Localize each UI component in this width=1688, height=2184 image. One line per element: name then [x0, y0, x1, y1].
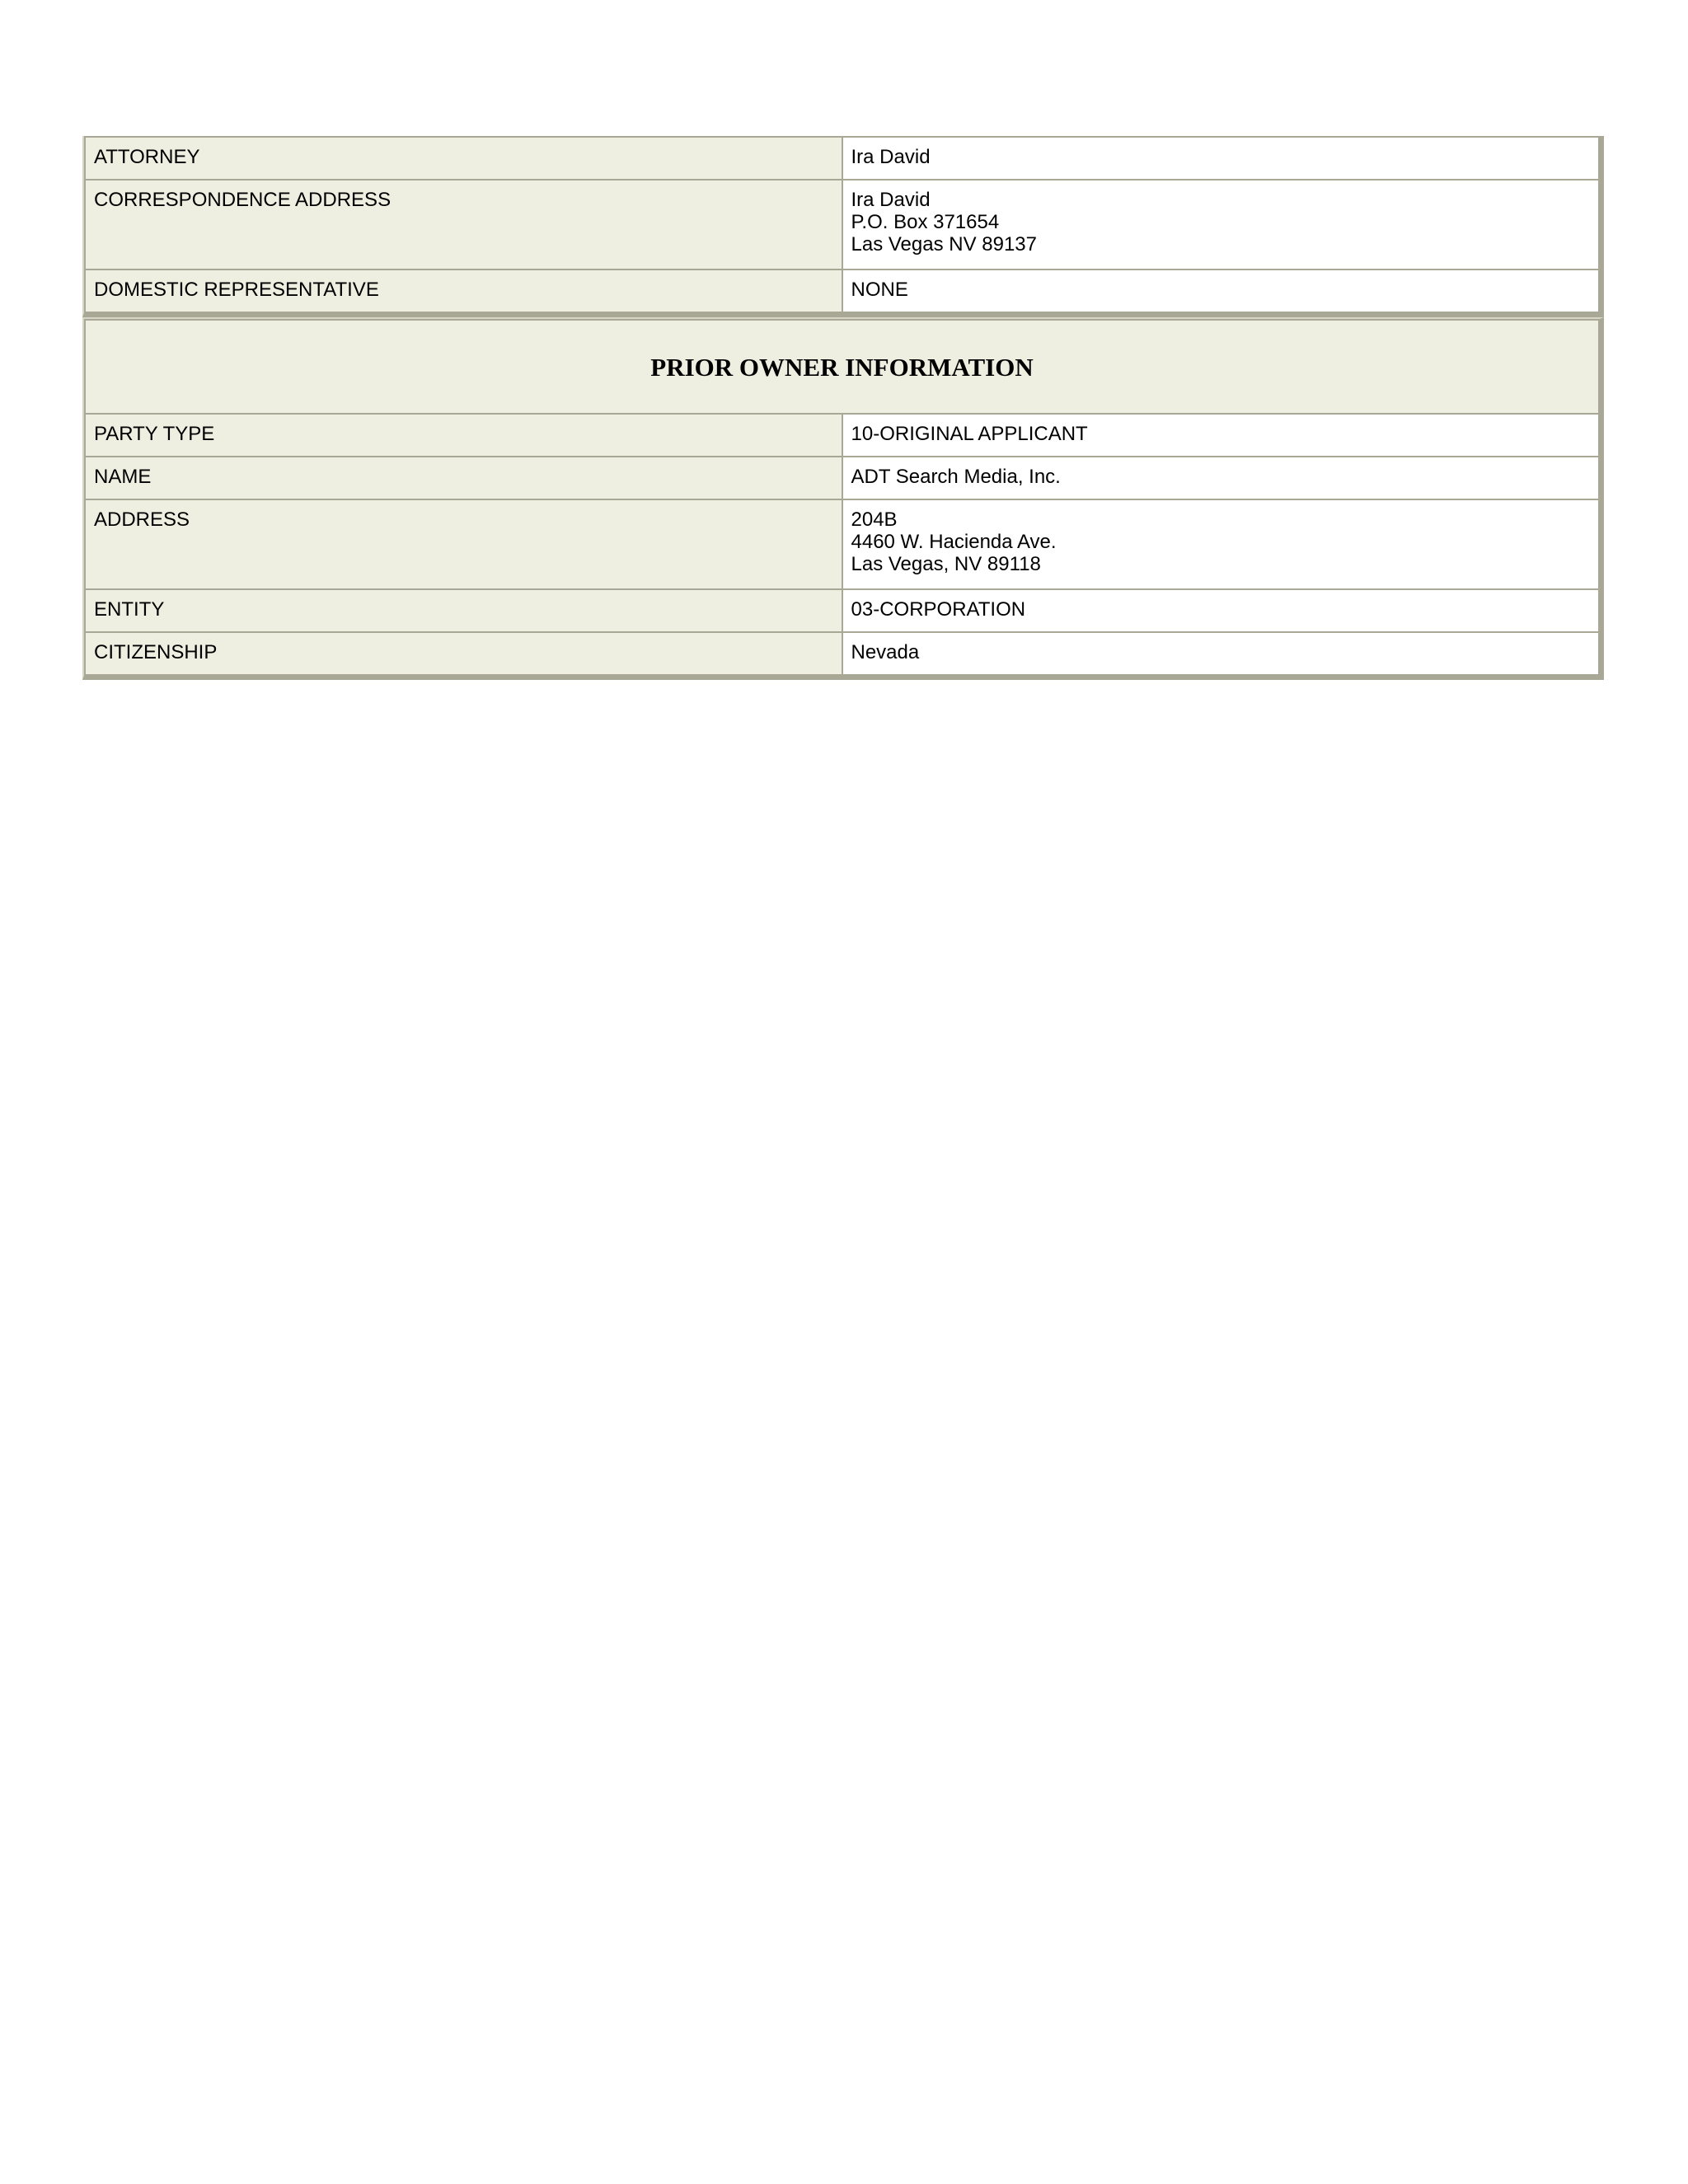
value-line: P.O. Box 371654	[851, 211, 1000, 233]
value-line: Ira David	[851, 189, 931, 211]
section-header-row	[86, 321, 1598, 413]
row-value	[843, 270, 1599, 312]
correspondence-table	[82, 136, 1604, 317]
value-line: 204B	[851, 509, 898, 531]
value-line: 03-CORPORATION	[851, 598, 1026, 621]
value-line: Las Vegas, NV 89118	[851, 553, 1041, 575]
section-title: PRIOR OWNER INFORMATION	[86, 321, 1598, 413]
row-label: DOMESTIC REPRESENTATIVE	[86, 270, 842, 312]
value-line: 10-ORIGINAL APPLICANT	[851, 423, 1088, 445]
row-value	[843, 138, 1599, 179]
row-label: ENTITY	[86, 590, 842, 631]
value-line: Las Vegas NV 89137	[851, 233, 1038, 255]
row-label: PARTY TYPE	[86, 415, 842, 456]
table-row-entity	[86, 590, 1598, 631]
table-row-name	[86, 457, 1598, 499]
value-line: Ira David	[851, 146, 931, 168]
row-value	[843, 590, 1599, 631]
table-row-party-type	[86, 415, 1598, 456]
row-label: CITIZENSHIP	[86, 633, 842, 674]
row-value	[843, 180, 1599, 269]
row-value	[843, 415, 1599, 456]
table-row-correspondence-address	[86, 180, 1598, 269]
row-value	[843, 633, 1599, 674]
table-row-address	[86, 500, 1598, 588]
table-row-citizenship	[86, 633, 1598, 674]
value-line: 4460 W. Hacienda Ave.	[851, 531, 1057, 553]
row-label: ATTORNEY	[86, 138, 842, 179]
row-label: NAME	[86, 457, 842, 499]
value-line: NONE	[851, 279, 908, 301]
prior-owner-table	[82, 317, 1604, 680]
row-label: ADDRESS	[86, 500, 842, 588]
table-row-attorney	[86, 138, 1598, 179]
row-label: CORRESPONDENCE ADDRESS	[86, 180, 842, 269]
value-line: Nevada	[851, 641, 920, 663]
document-page	[82, 136, 1604, 680]
row-value	[843, 457, 1599, 499]
row-value	[843, 500, 1599, 588]
table-row-domestic-representative	[86, 270, 1598, 312]
value-line: ADT Search Media, Inc.	[851, 466, 1061, 488]
